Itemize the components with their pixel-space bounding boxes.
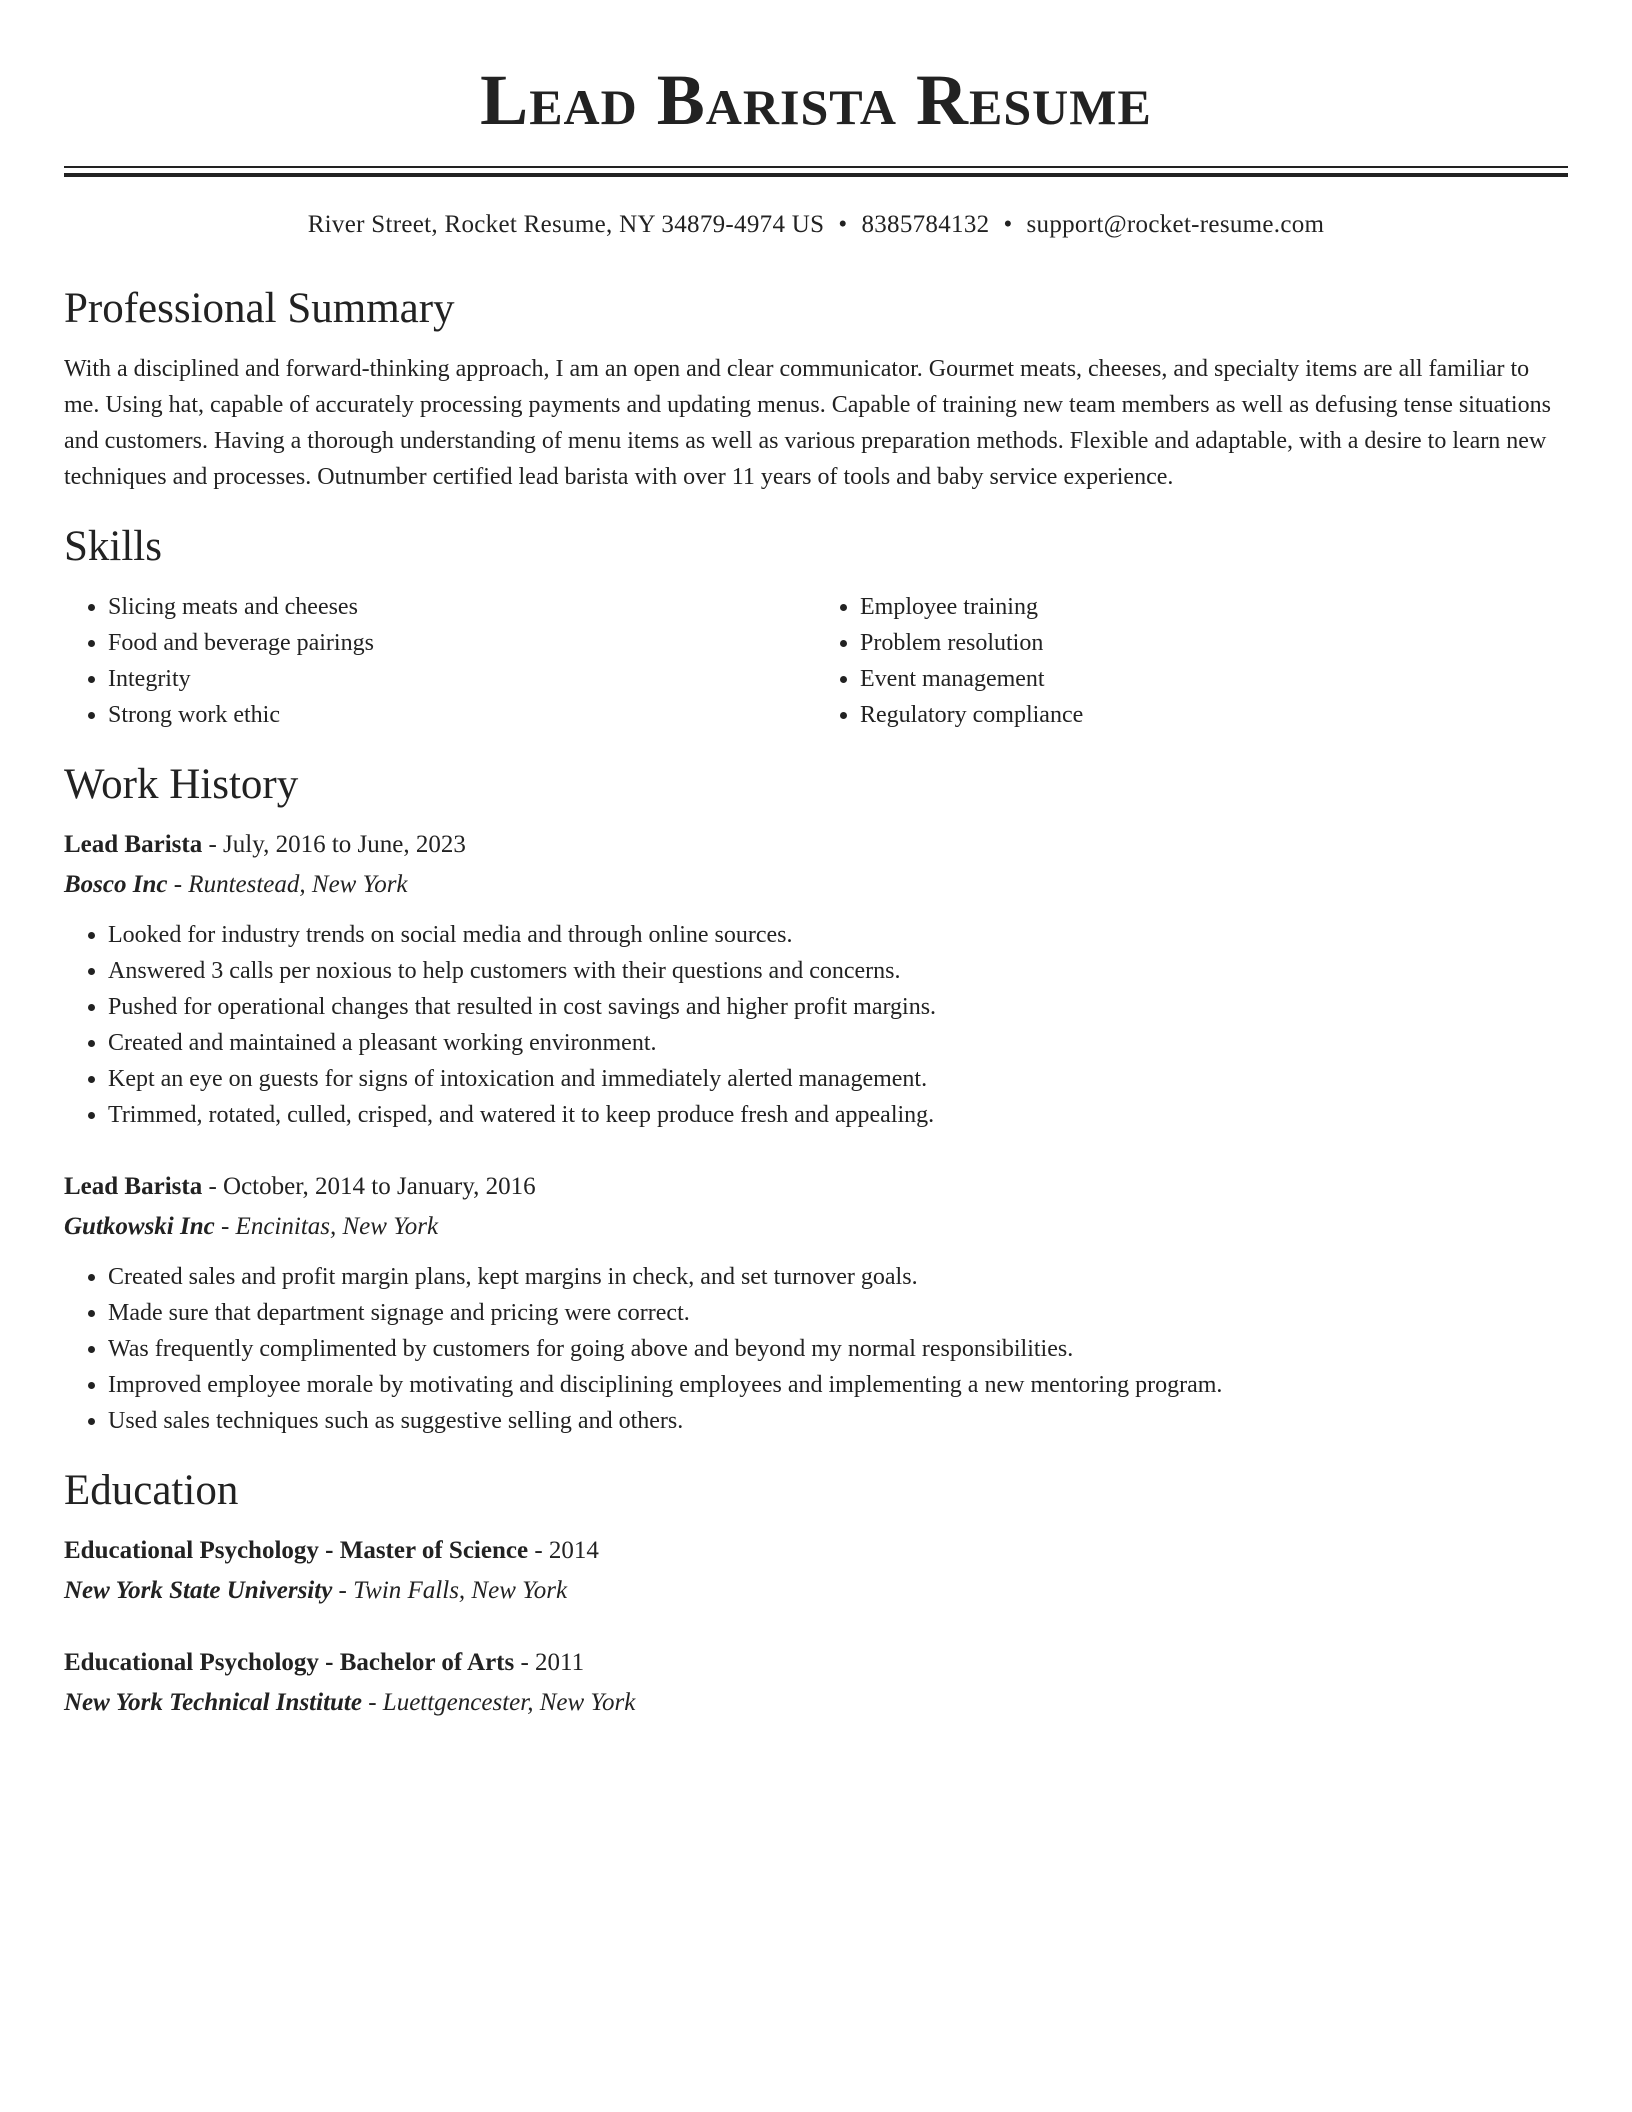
education-degree-line <box>64 1645 1568 1681</box>
work-history-heading: Work History <box>64 761 299 808</box>
skill-item: • Employee training <box>860 589 1568 625</box>
skills-right-column <box>816 589 1568 733</box>
contact-email: support@rocket-resume.com <box>1026 211 1325 238</box>
education-degree: Educational Psychology - Bachelor of Arts <box>64 1649 515 1676</box>
job-company-line <box>64 1209 1568 1245</box>
job-entry <box>64 827 1568 1133</box>
education-school: New York State University <box>64 1577 333 1604</box>
education-entry <box>64 1645 1568 1721</box>
job-entry <box>64 1169 1568 1439</box>
skill-item: • Food and beverage pairings <box>108 625 816 661</box>
education-heading: Education <box>64 1467 239 1514</box>
contact-address: River Street, Rocket Resume, NY 34879-4974 US <box>307 211 825 238</box>
contact-separator: • <box>838 211 848 238</box>
education-year: - 2014 <box>528 1537 599 1564</box>
education-degree-line <box>64 1533 1568 1569</box>
job-bullet: • Created sales and profit margin plans, kept margins in check, and set turnover goals. <box>108 1259 1568 1295</box>
summary-heading: Professional Summary <box>64 285 455 332</box>
resume-title: Lead Barista Resume <box>480 60 1152 140</box>
job-bullet: • Created and maintained a pleasant working environment. <box>108 1025 1568 1061</box>
job-bullet: • Was frequently complimented by customers for going above and beyond my normal responsibilities. <box>108 1331 1568 1367</box>
education-school: New York Technical Institute <box>64 1689 362 1716</box>
job-bullet: • Pushed for operational changes that resulted in cost savings and higher profit margins. <box>108 989 1568 1025</box>
job-bullet: • Improved employee morale by motivating and disciplining employees and implementing a new mentoring program. <box>108 1367 1568 1403</box>
skills-grid <box>64 589 1568 733</box>
skill-item: • Event management <box>860 661 1568 697</box>
job-title-line <box>64 827 1568 863</box>
education-location: - Twin Falls, New York <box>332 1577 568 1604</box>
education-degree: Educational Psychology - Master of Science <box>64 1537 529 1564</box>
skill-item: • Problem resolution <box>860 625 1568 661</box>
job-bullet: • Kept an eye on guests for signs of intoxication and immediately alerted management. <box>108 1061 1568 1097</box>
job-company: Gutkowski Inc <box>64 1213 215 1240</box>
contact-separator: • <box>1003 211 1013 238</box>
job-title: Lead Barista <box>64 831 203 858</box>
job-title: Lead Barista <box>64 1173 203 1200</box>
skill-item: • Slicing meats and cheeses <box>108 589 816 625</box>
skills-heading: Skills <box>64 523 162 570</box>
job-location: - Encinitas, New York <box>214 1213 439 1240</box>
job-company-line <box>64 867 1568 903</box>
education-location: - Luettgencester, New York <box>361 1689 636 1716</box>
education-entry <box>64 1533 1568 1609</box>
title-double-rule <box>64 166 1568 177</box>
skill-item: • Strong work ethic <box>108 697 816 733</box>
job-bullet: • Used sales techniques such as suggestive selling and others. <box>108 1403 1568 1439</box>
job-title-line <box>64 1169 1568 1205</box>
summary-text: With a disciplined and forward-thinking approach, I am an open and clear communicator. Gourmet meats, cheeses, and specialty items are all familiar to me. Using hat, capable of accurately processing payments and updating menus. Capable of training new team members as well as defusing tense situations and customers. Having a thorough understanding of menu items as well as various preparation methods. Flexible and adaptable, with a desire to learn new techniques and processes. Outnumber certified lead barista with over 11 years of tools and baby service experience. <box>64 356 1551 490</box>
job-bullets <box>64 917 1568 1133</box>
job-dates: - July, 2016 to June, 2023 <box>202 831 466 858</box>
job-location: - Runtestead, New York <box>167 871 408 898</box>
education-school-line <box>64 1573 1568 1609</box>
job-bullet: • Answered 3 calls per noxious to help customers with their questions and concerns. <box>108 953 1568 989</box>
skill-item: • Regulatory compliance <box>860 697 1568 733</box>
skills-left-column <box>64 589 816 733</box>
job-bullet: • Looked for industry trends on social media and through online sources. <box>108 917 1568 953</box>
job-dates: - October, 2014 to January, 2016 <box>202 1173 536 1200</box>
job-bullet: • Made sure that department signage and pricing were correct. <box>108 1295 1568 1331</box>
job-bullet: • Trimmed, rotated, culled, crisped, and watered it to keep produce fresh and appealing. <box>108 1097 1568 1133</box>
education-year: - 2011 <box>514 1649 585 1676</box>
job-bullets <box>64 1259 1568 1439</box>
skill-item: • Integrity <box>108 661 816 697</box>
contact-line <box>64 207 1568 243</box>
education-school-line <box>64 1685 1568 1721</box>
contact-phone: 8385784132 <box>861 211 990 238</box>
job-company: Bosco Inc <box>64 871 168 898</box>
